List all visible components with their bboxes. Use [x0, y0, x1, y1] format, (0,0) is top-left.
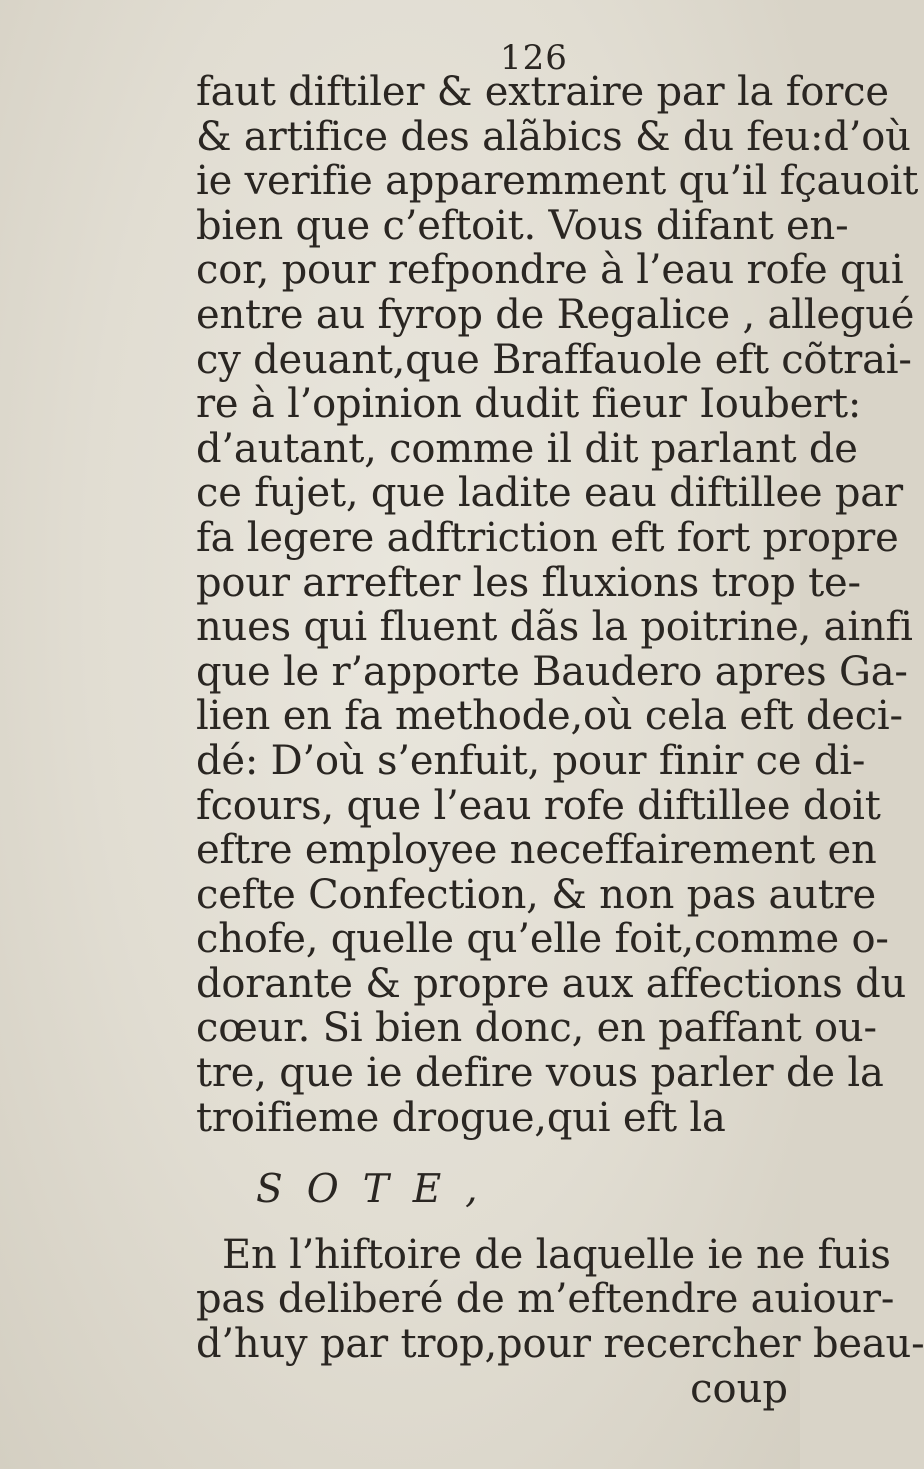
catchword: coup — [690, 1365, 788, 1412]
text-line: nues qui fluent dãs la poitrine, ainfi — [196, 604, 913, 651]
text-line: fa legere adftriction eft fort propre — [196, 514, 899, 561]
text-line: & artifice des alãbics & du feu:d’où — [196, 113, 911, 160]
text-line: cy deuant,que Braffauole eft cõtrai- — [196, 336, 912, 383]
text-line: tre, que ie defire vous parler de la — [196, 1050, 884, 1097]
text-line: entre au fyrop de Regalice , allegué — [196, 291, 915, 338]
text-line: cor, pour refpondre à l’eau rofe qui — [196, 247, 904, 294]
text-line: re à l’opinion dudit fieur Ioubert: — [196, 381, 862, 428]
text-line: d’huy par trop,pour recercher beau- — [196, 1321, 924, 1368]
text-line: chofe, quelle qu’elle foit,comme o- — [196, 916, 889, 963]
text-line: fcours, que l’eau rofe diftillee doit — [196, 782, 881, 829]
text-line: lien en fa methode,où cela eft deci- — [196, 693, 903, 740]
text-line: pas deliberé de m’eftendre auiour- — [196, 1276, 895, 1323]
text-line: En l’hiftoire de laquelle ie ne fuis — [222, 1231, 891, 1278]
page-number: 126 — [500, 38, 568, 78]
text-line: dorante & propre aux affections du — [196, 960, 907, 1007]
section-heading: SOTE, — [256, 1167, 502, 1213]
text-line: bien que c’eftoit. Vous difant en- — [196, 202, 849, 249]
text-line: troifieme drogue,qui eft la — [196, 1094, 726, 1141]
text-line: pour arrefter les fluxions trop te- — [196, 559, 861, 606]
text-line: ce fujet, que ladite eau diftillee par — [196, 470, 903, 517]
text-line: que le r’apporte Baudero apres Ga- — [196, 648, 908, 695]
text-line: cefte Confection, & non pas autre — [196, 871, 877, 918]
paragraph-next — [196, 1231, 924, 1368]
body-text — [196, 69, 924, 1412]
text-line: d’autant, comme il dit parlant de — [196, 425, 858, 472]
text-line: cœur. Si bien donc, en paffant ou- — [196, 1005, 877, 1052]
text-line: eftre employee neceffairement en — [196, 827, 877, 874]
text-line: faut diftiler & extraire par la force — [196, 69, 889, 115]
text-line: dé: D’où s’enfuit, pour finir ce di- — [196, 737, 866, 784]
paragraph-main — [196, 69, 919, 1141]
text-line: ie verifie apparemment qu’il fçauoit — [196, 158, 919, 205]
